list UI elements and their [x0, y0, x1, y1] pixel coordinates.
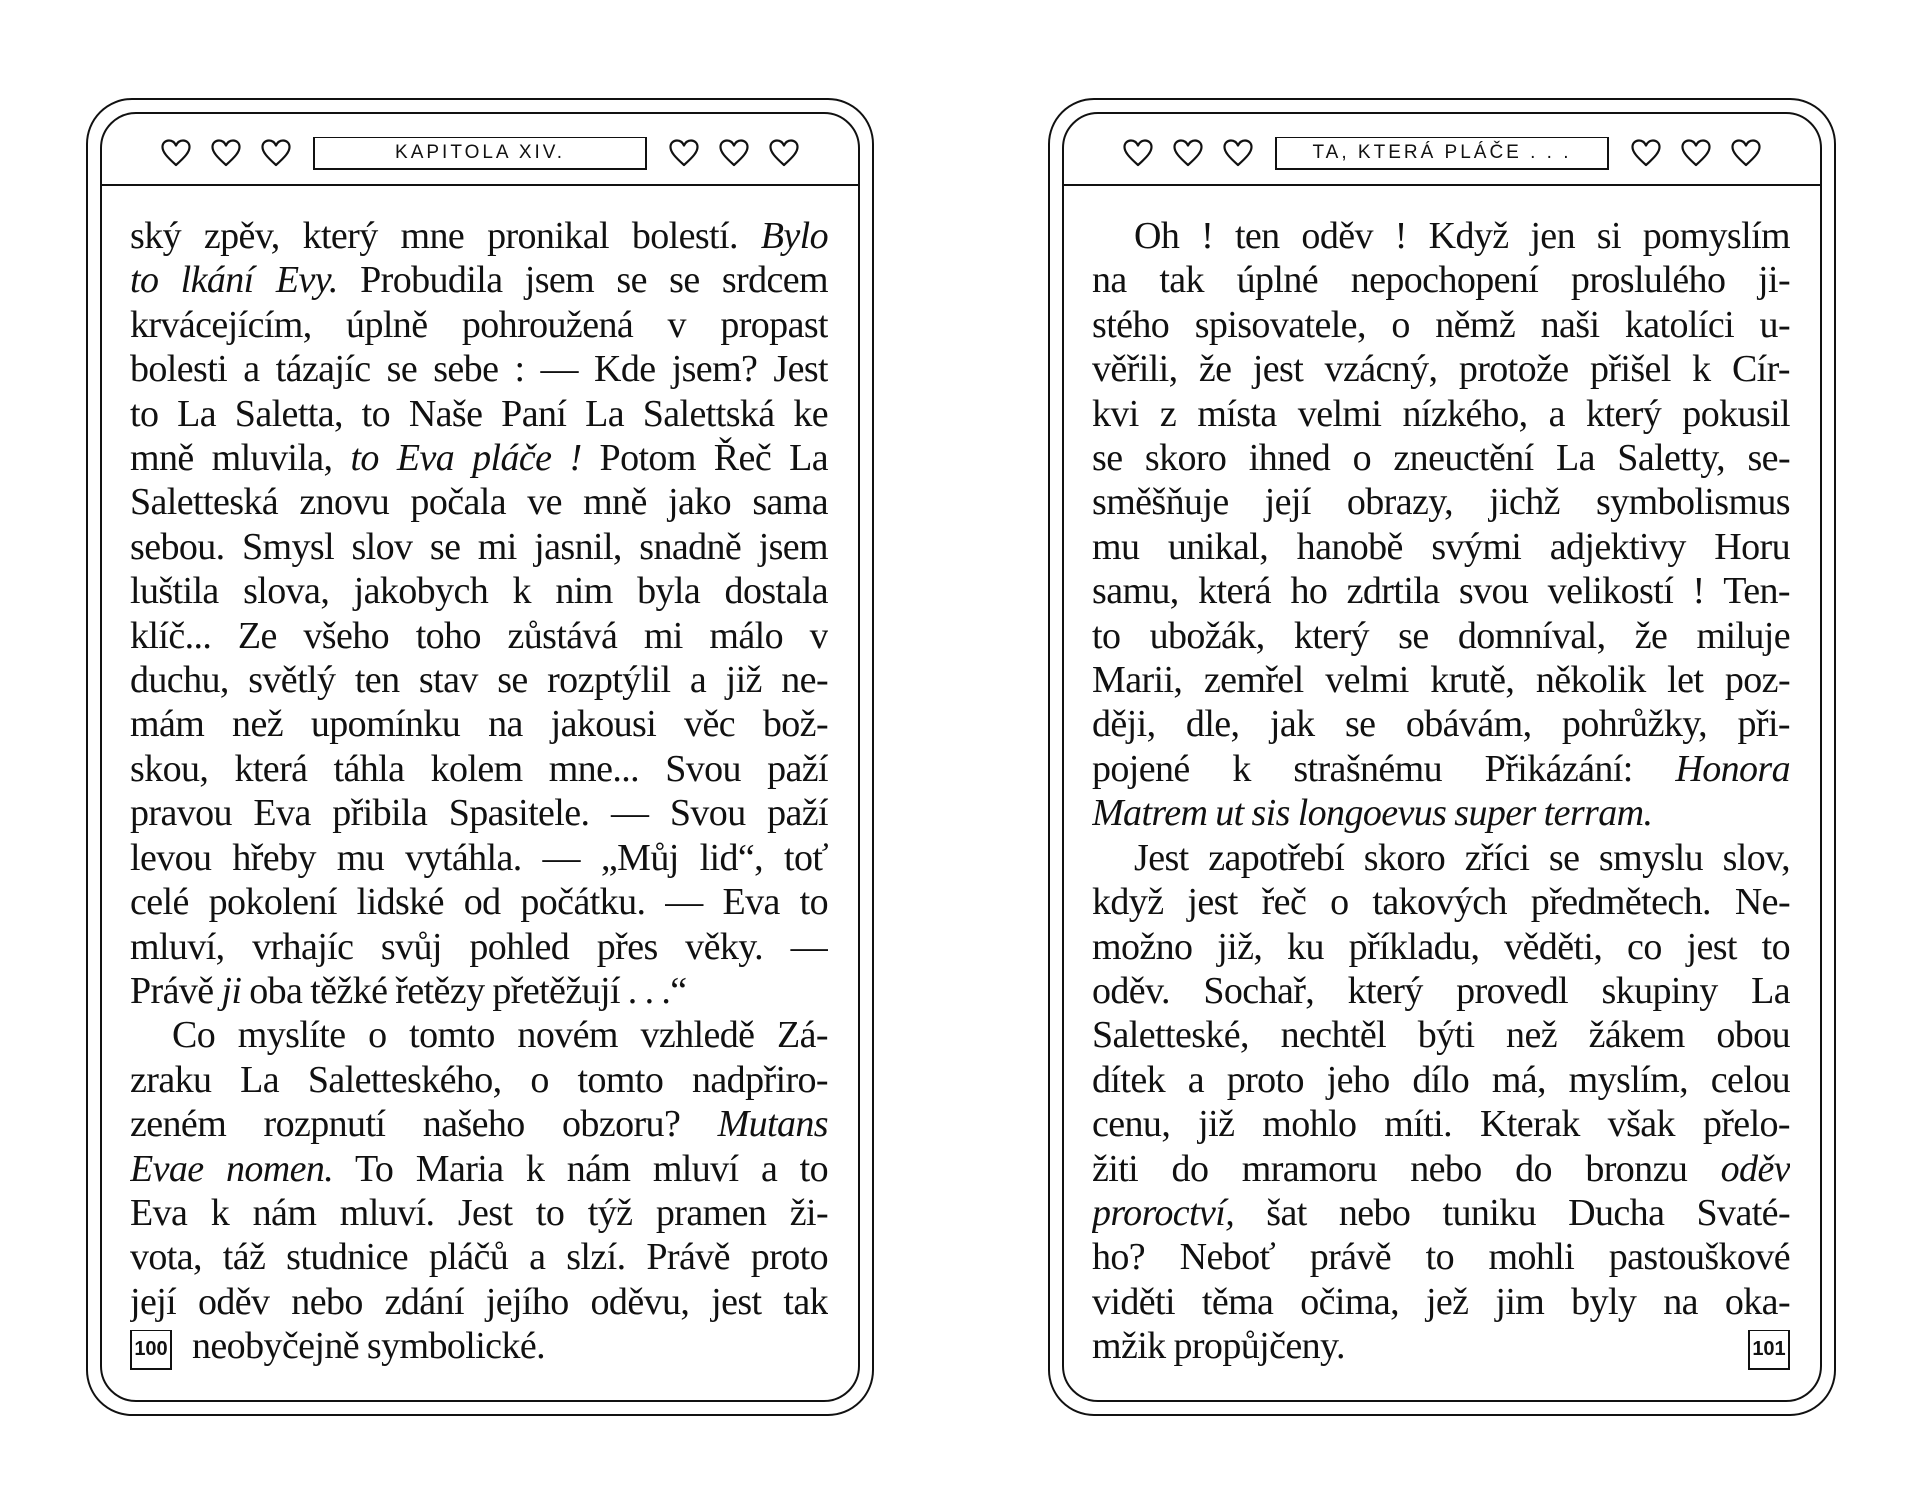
text-segment: oděv. Sochař, který provedl skupiny La — [1092, 969, 1790, 1012]
text-line — [130, 836, 828, 880]
text-segment: mně mluvila, — [130, 437, 351, 480]
text-line — [130, 436, 828, 480]
text-line — [1092, 1191, 1790, 1235]
text-line — [1092, 1102, 1790, 1146]
text-segment: krvácejícím, úplně pohroužená v propast — [130, 303, 828, 346]
text-line — [130, 392, 828, 436]
text-segment: dítek a proto jeho dílo má, myslím, celou — [1092, 1058, 1790, 1101]
text-line — [130, 1147, 828, 1191]
text-line — [130, 791, 828, 835]
header-rule — [1062, 184, 1822, 186]
text-line — [130, 1191, 828, 1235]
right-page — [1048, 98, 1836, 1416]
text-segment: zeném rozpnutí našeho obzoru? — [130, 1103, 718, 1146]
text-segment: neobyčejně symbolické. — [192, 1325, 546, 1368]
text-line — [1092, 747, 1790, 791]
text-segment: klíč... Ze všeho toho zůstává mi málo v — [130, 614, 828, 657]
heart-outline-icon — [209, 136, 243, 170]
italic-text: Matrem ut sis longoevus super terram. — [1092, 792, 1653, 835]
text-segment: vota, táž studnice pláčů a slzí. Právě proto — [130, 1236, 828, 1279]
italic-text: to Eva pláče ! — [350, 437, 582, 480]
text-line — [1092, 614, 1790, 658]
text-segment: cenu, již mohlo míti. Kterak však přelo- — [1092, 1103, 1790, 1146]
text-line — [130, 1013, 828, 1057]
text-line — [130, 303, 828, 347]
italic-text: Evae nomen. — [130, 1147, 334, 1190]
heart-outline-icon — [1629, 136, 1663, 170]
heart-outline-icon — [259, 136, 293, 170]
text-segment: Saletteská znovu počala ve mně jako sama — [130, 481, 828, 524]
text-line — [130, 214, 828, 258]
text-line — [1092, 836, 1790, 880]
text-line — [130, 747, 828, 791]
text-segment: pravou Eva přibila Spasitele. — Svou paží — [130, 792, 828, 835]
text-segment: bolesti a tázajíc se sebe : — Kde jsem? Jest — [130, 348, 828, 391]
text-line — [130, 1058, 828, 1102]
text-line — [1092, 791, 1790, 835]
text-segment: levou hřeby mu vytáhla. — „Můj lid“, toť — [130, 836, 828, 879]
text-segment: luštila slova, jakobych k nim byla dostala — [130, 570, 828, 613]
italic-text: proroctví, — [1092, 1191, 1235, 1234]
italic-text: to lkání Evy. — [130, 259, 338, 302]
text-line — [130, 525, 828, 569]
text-segment: skou, která táhla kolem mne... Svou paží — [130, 747, 828, 790]
text-line — [1092, 702, 1790, 746]
text-segment: mžik propůjčeny. — [1092, 1325, 1345, 1368]
text-line — [130, 569, 828, 613]
italic-text: oděv — [1720, 1147, 1790, 1190]
text-segment: Probudila jsem se se srdcem — [337, 259, 828, 302]
italic-text: Bylo — [760, 215, 828, 257]
text-segment: ději, dle, jak se obávám, pohrůžky, při- — [1092, 703, 1790, 746]
heart-outline-icon — [1171, 136, 1205, 170]
text-segment: celé pokolení lidské od počátku. — Eva to — [130, 881, 828, 924]
text-line — [1092, 880, 1790, 924]
right-page-header — [1050, 130, 1834, 176]
text-segment: žiti do mramoru nebo do bronzu — [1092, 1147, 1721, 1190]
text-line — [130, 480, 828, 524]
text-segment: šat nebo tuniku Ducha Svaté- — [1234, 1191, 1790, 1234]
text-segment: se skoro ihned o zneuctění La Saletty, se- — [1092, 437, 1790, 480]
text-segment: kvi z místa velmi nízkého, a který pokusil — [1092, 392, 1790, 435]
text-segment: Potom Řeč La — [581, 437, 828, 480]
left-header-hearts-left — [159, 136, 293, 170]
text-segment: Co myslíte o tomto novém vzhledě Zá- — [172, 1014, 828, 1057]
text-segment: Oh ! ten oděv ! Když jen si pomyslím — [1134, 215, 1790, 257]
text-line — [1092, 569, 1790, 613]
text-segment: viděti těma očima, jež jim byly na oka- — [1092, 1280, 1790, 1323]
text-segment: mluví, vrhajíc svůj pohled přes věky. — — [130, 925, 828, 968]
text-segment: ský zpěv, který mne pronikal bolestí. — [130, 215, 761, 257]
heart-outline-icon — [1121, 136, 1155, 170]
text-segment: samu, která ho zdrtila svou velikostí ! Ten- — [1092, 570, 1790, 613]
text-line — [130, 258, 828, 302]
text-segment: oba těžké řetězy přetěžují . . .“ — [241, 969, 687, 1012]
page-number-box: 100 — [130, 1330, 172, 1370]
page-number-box: 101 — [1748, 1330, 1790, 1370]
right-header-hearts-right — [1629, 136, 1763, 170]
heart-outline-icon — [1729, 136, 1763, 170]
heart-outline-icon — [667, 136, 701, 170]
header-rule — [100, 184, 860, 186]
text-line — [130, 614, 828, 658]
text-line — [1092, 1058, 1790, 1102]
left-header-hearts-right — [667, 136, 801, 170]
text-line — [1092, 925, 1790, 969]
text-line — [130, 702, 828, 746]
text-segment: stého spisovatele, o němž naši katolíci u- — [1092, 303, 1790, 346]
italic-text: Honora — [1675, 747, 1790, 790]
text-line — [130, 347, 828, 391]
running-head: KAPITOLA XIV. — [313, 137, 647, 170]
text-line — [1092, 525, 1790, 569]
text-line — [1092, 258, 1790, 302]
text-line — [130, 969, 828, 1013]
text-line — [130, 1102, 828, 1146]
heart-outline-icon — [767, 136, 801, 170]
text-segment: její oděv nebo zdání jejího oděvu, jest tak — [130, 1280, 828, 1323]
text-segment: Marii, zemřel velmi krutě, několik let poz- — [1092, 659, 1790, 702]
text-segment: zraku La Saletteského, o tomto nadpřiro- — [130, 1058, 828, 1101]
text-segment: Saletteské, nechtěl býti než žákem obou — [1092, 1014, 1790, 1057]
left-page-body-text — [130, 214, 828, 1369]
running-head: TA, KTERÁ PLÁČE . . . — [1275, 137, 1609, 170]
text-line — [1092, 347, 1790, 391]
text-line — [1092, 303, 1790, 347]
text-line — [130, 880, 828, 924]
text-line — [1092, 1235, 1790, 1279]
text-segment: ho? Neboť právě to mohli pastouškové — [1092, 1236, 1790, 1279]
text-line — [130, 1235, 828, 1279]
left-page — [86, 98, 874, 1416]
text-segment: to La Saletta, to Naše Paní La Salettská ke — [130, 392, 828, 435]
text-segment: sebou. Smysl slov se mi jasnil, snadně jsem — [130, 525, 828, 568]
text-segment: Právě — [130, 969, 222, 1012]
heart-outline-icon — [1679, 136, 1713, 170]
text-segment: pojené k strašnému Přikázání: — [1092, 747, 1676, 790]
text-segment: věřili, že jest vzácný, protože přišel k Cír- — [1092, 348, 1790, 391]
text-line — [1092, 480, 1790, 524]
text-segment: možno již, ku příkladu, věděti, co jest to — [1092, 925, 1790, 968]
text-line — [130, 925, 828, 969]
italic-text: ji — [221, 969, 242, 1012]
text-line — [130, 658, 828, 702]
text-line — [1092, 1147, 1790, 1191]
text-line — [1092, 658, 1790, 702]
text-line — [1092, 969, 1790, 1013]
text-segment: mu unikal, hanobě svými adjektivy Horu — [1092, 525, 1790, 568]
text-segment: směšňuje její obrazy, jichž symbolismus — [1092, 481, 1790, 524]
right-header-hearts-left — [1121, 136, 1255, 170]
heart-outline-icon — [159, 136, 193, 170]
text-segment: na tak úplné nepochopení proslulého ji- — [1092, 259, 1790, 302]
text-line — [1092, 1324, 1790, 1368]
text-segment: to ubožák, který se domníval, že miluje — [1092, 614, 1790, 657]
text-line — [1092, 392, 1790, 436]
text-segment: Jest zapotřebí skoro zříci se smyslu slov, — [1134, 836, 1790, 879]
text-segment: duchu, světlý ten stav se rozptýlil a již ne- — [130, 659, 828, 702]
text-line — [1092, 214, 1790, 258]
heart-outline-icon — [1221, 136, 1255, 170]
italic-text: Mutans — [717, 1103, 828, 1146]
text-line — [1092, 1013, 1790, 1057]
text-line — [130, 1280, 828, 1324]
heart-outline-icon — [717, 136, 751, 170]
right-page-body-text — [1092, 214, 1790, 1369]
text-line — [1092, 436, 1790, 480]
text-line — [130, 1324, 828, 1368]
text-segment: mám než upomínku na jakousi věc bož- — [130, 703, 828, 746]
text-segment: Eva k nám mluví. Jest to týž pramen ži- — [130, 1191, 828, 1234]
left-page-header — [88, 130, 872, 176]
text-segment: když jest řeč o takových předmětech. Ne- — [1092, 881, 1790, 924]
text-line — [1092, 1280, 1790, 1324]
text-segment: To Maria k nám mluví a to — [333, 1147, 828, 1190]
